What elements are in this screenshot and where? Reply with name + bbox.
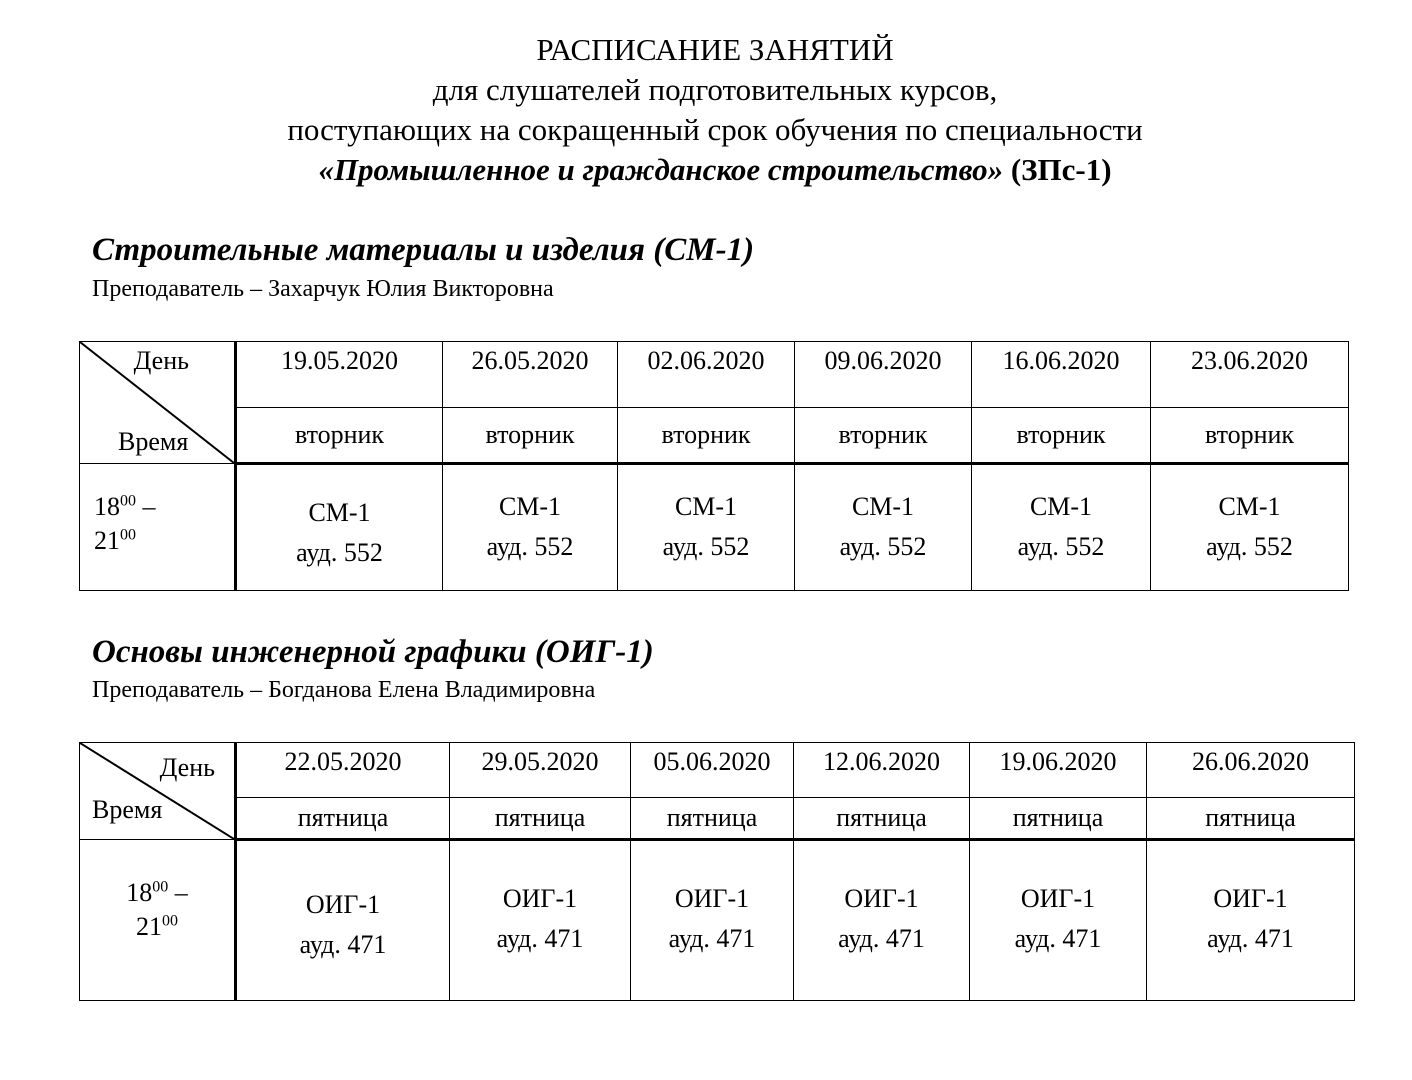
lesson-room: ауд. 552	[1017, 532, 1105, 561]
specialty-name: «Промышленное и гражданское строительство»	[318, 152, 1004, 187]
time-slot-label: $18^{00}$ – $21^{00}$	[94, 492, 156, 555]
lesson-cell	[236, 464, 443, 591]
subject-title-2: Основы инженерной графики (ОИГ-1)	[92, 634, 654, 670]
lesson-room: ауд. 471	[496, 924, 584, 953]
lesson-cell	[794, 840, 970, 1001]
lesson-course: ОИГ-1	[502, 884, 578, 913]
header-line-2: для слушателей подготовительных курсов,	[432, 72, 998, 107]
lesson-room: ауд. 471	[1207, 924, 1294, 953]
lesson-room: ауд. 552	[662, 532, 750, 561]
corner-time-label: Время	[118, 427, 189, 456]
date-cell: 22.05.2020	[236, 743, 450, 798]
lesson-room: ауд. 552	[1206, 532, 1293, 561]
weekday-cell: вторник	[618, 408, 795, 464]
weekday-cell: пятница	[450, 798, 631, 840]
lesson-course: ОИГ-1	[1213, 884, 1288, 913]
lesson-course: СМ-1	[308, 498, 371, 527]
weekday-cell: вторник	[1151, 408, 1349, 464]
lesson-cell	[795, 464, 972, 591]
date-cell: 09.06.2020	[795, 342, 972, 408]
time-slot-label: $18^{00}$ – $21^{00}$	[126, 878, 188, 941]
date-cell: 23.06.2020	[1151, 342, 1349, 408]
lesson-cell	[236, 840, 450, 1001]
lesson-room: ауд. 471	[299, 930, 387, 959]
date-cell: 12.06.2020	[794, 743, 970, 798]
lesson-course: СМ-1	[498, 492, 562, 521]
document-header	[0, 30, 1412, 190]
lesson-room: ауд. 552	[839, 532, 927, 561]
lesson-room: ауд. 552	[296, 538, 383, 567]
weekday-cell: пятница	[1147, 798, 1355, 840]
lesson-cell	[970, 840, 1147, 1001]
specialty-code: (ЗПс-1)	[1003, 152, 1112, 187]
weekday-cell: вторник	[795, 408, 972, 464]
weekday-cell: вторник	[236, 408, 443, 464]
corner-cell-2	[80, 743, 236, 840]
lesson-course: СМ-1	[674, 492, 738, 521]
date-cell: 02.06.2020	[618, 342, 795, 408]
subject-title-1: Строительные материалы и изделия (СМ-1)	[92, 232, 755, 268]
date-cell: 29.05.2020	[450, 743, 631, 798]
weekday-cell: вторник	[972, 408, 1151, 464]
lesson-cell	[443, 464, 618, 591]
date-cell: 05.06.2020	[631, 743, 794, 798]
schedule-table-2	[79, 742, 1355, 1001]
weekday-cell: пятница	[794, 798, 970, 840]
date-cell: 26.06.2020	[1147, 743, 1355, 798]
time-slot-cell	[80, 840, 236, 1001]
lesson-course: ОИГ-1	[674, 884, 750, 913]
teacher-2: Преподаватель – Богданова Елена Владимировна	[92, 677, 596, 703]
date-cell: 19.06.2020	[970, 743, 1147, 798]
header-line-3: поступающих на сокращенный срок обучения по специальности	[287, 112, 1143, 147]
lesson-course: ОИГ-1	[1020, 884, 1096, 913]
corner-cell-1	[80, 342, 236, 464]
lesson-cell	[631, 840, 794, 1001]
lesson-cell	[450, 840, 631, 1001]
time-slot-cell	[80, 464, 236, 591]
corner-day-label: День	[133, 346, 189, 375]
lesson-cell	[618, 464, 795, 591]
weekday-cell: пятница	[631, 798, 794, 840]
weekday-cell: вторник	[443, 408, 618, 464]
lesson-room: ауд. 471	[1014, 924, 1102, 953]
lesson-cell	[1151, 464, 1349, 591]
lesson-cell	[1147, 840, 1355, 1001]
lesson-cell	[972, 464, 1151, 591]
schedule-table-1	[79, 341, 1349, 591]
header-specialty	[0, 150, 1412, 190]
teacher-1: Преподаватель – Захарчук Юлия Викторовна	[92, 276, 554, 302]
corner-time-label: Время	[92, 795, 163, 824]
date-cell: 26.05.2020	[443, 342, 618, 408]
lesson-course: СМ-1	[851, 492, 915, 521]
corner-day-label: День	[159, 753, 215, 782]
header-title: РАСПИСАНИЕ ЗАНЯТИЙ	[536, 32, 894, 67]
date-cell: 19.05.2020	[236, 342, 443, 408]
lesson-course: СМ-1	[1218, 492, 1281, 521]
lesson-room: ауд. 471	[668, 924, 756, 953]
lesson-room: ауд. 552	[486, 532, 574, 561]
lesson-course: ОИГ-1	[844, 884, 919, 913]
weekday-cell: пятница	[236, 798, 450, 840]
weekday-cell: пятница	[970, 798, 1147, 840]
lesson-course: ОИГ-1	[305, 890, 381, 919]
lesson-course: СМ-1	[1029, 492, 1093, 521]
date-cell: 16.06.2020	[972, 342, 1151, 408]
lesson-room: ауд. 471	[838, 924, 925, 953]
